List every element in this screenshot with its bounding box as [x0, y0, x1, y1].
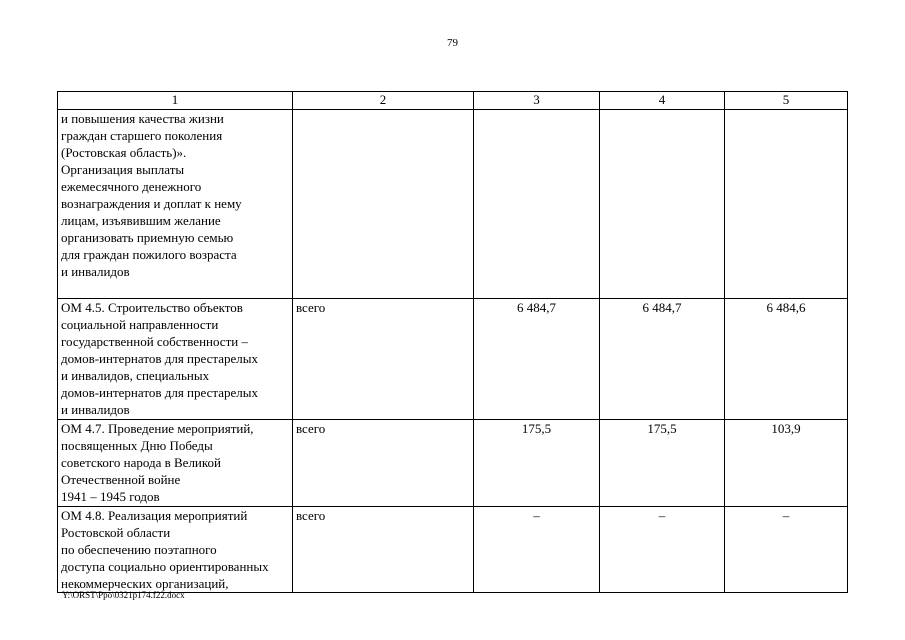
table-row	[58, 110, 848, 299]
value-cell: 6 484,7	[600, 299, 725, 420]
funding-source-cell: всего	[293, 299, 474, 420]
column-header: 4	[600, 92, 725, 110]
value-cell	[725, 110, 848, 299]
table-row	[58, 420, 848, 507]
value-cell: –	[725, 507, 848, 593]
funding-source-cell: всего	[293, 420, 474, 507]
table-header-row	[58, 92, 848, 110]
value-cell: 175,5	[474, 420, 600, 507]
value-cell	[600, 110, 725, 299]
document-file-path: Y:\ORST\Ppo\0321p174.f22.docx	[62, 590, 185, 600]
column-header: 1	[58, 92, 293, 110]
table-row	[58, 507, 848, 593]
measure-name-cell: ОМ 4.8. Реализация мероприятий Ростовской области по обеспечению поэтапного доступа социально ориентированных некоммерческих организаций,	[58, 507, 293, 593]
funding-source-cell: всего	[293, 507, 474, 593]
page-number: 79	[447, 37, 458, 49]
column-header: 3	[474, 92, 600, 110]
value-cell: 103,9	[725, 420, 848, 507]
column-header: 5	[725, 92, 848, 110]
measure-name-cell: ОМ 4.7. Проведение мероприятий, посвященных Дню Победы советского народа в Великой Отечественной войне 1941 – 1945 годов	[58, 420, 293, 507]
funding-source-cell	[293, 110, 474, 299]
budget-table	[57, 91, 848, 593]
value-cell: –	[600, 507, 725, 593]
measure-name-cell: ОМ 4.5. Строительство объектов социальной направленности государственной собственности – домов-интернатов для престарелых и инвалидов, специальных домов-интернатов для престарелых и инвалидов	[58, 299, 293, 420]
value-cell	[474, 110, 600, 299]
value-cell: 175,5	[600, 420, 725, 507]
value-cell: 6 484,6	[725, 299, 848, 420]
value-cell: 6 484,7	[474, 299, 600, 420]
measure-name-cell: и повышения качества жизни граждан старшего поколения (Ростовская область)». Организация выплаты ежемесячного денежного вознаграждения и доплат к нему лицам, изъявившим желание организовать приемную семью для граждан пожилого возраста и инвалидов	[58, 110, 293, 299]
table-row	[58, 299, 848, 420]
column-header: 2	[293, 92, 474, 110]
value-cell: –	[474, 507, 600, 593]
